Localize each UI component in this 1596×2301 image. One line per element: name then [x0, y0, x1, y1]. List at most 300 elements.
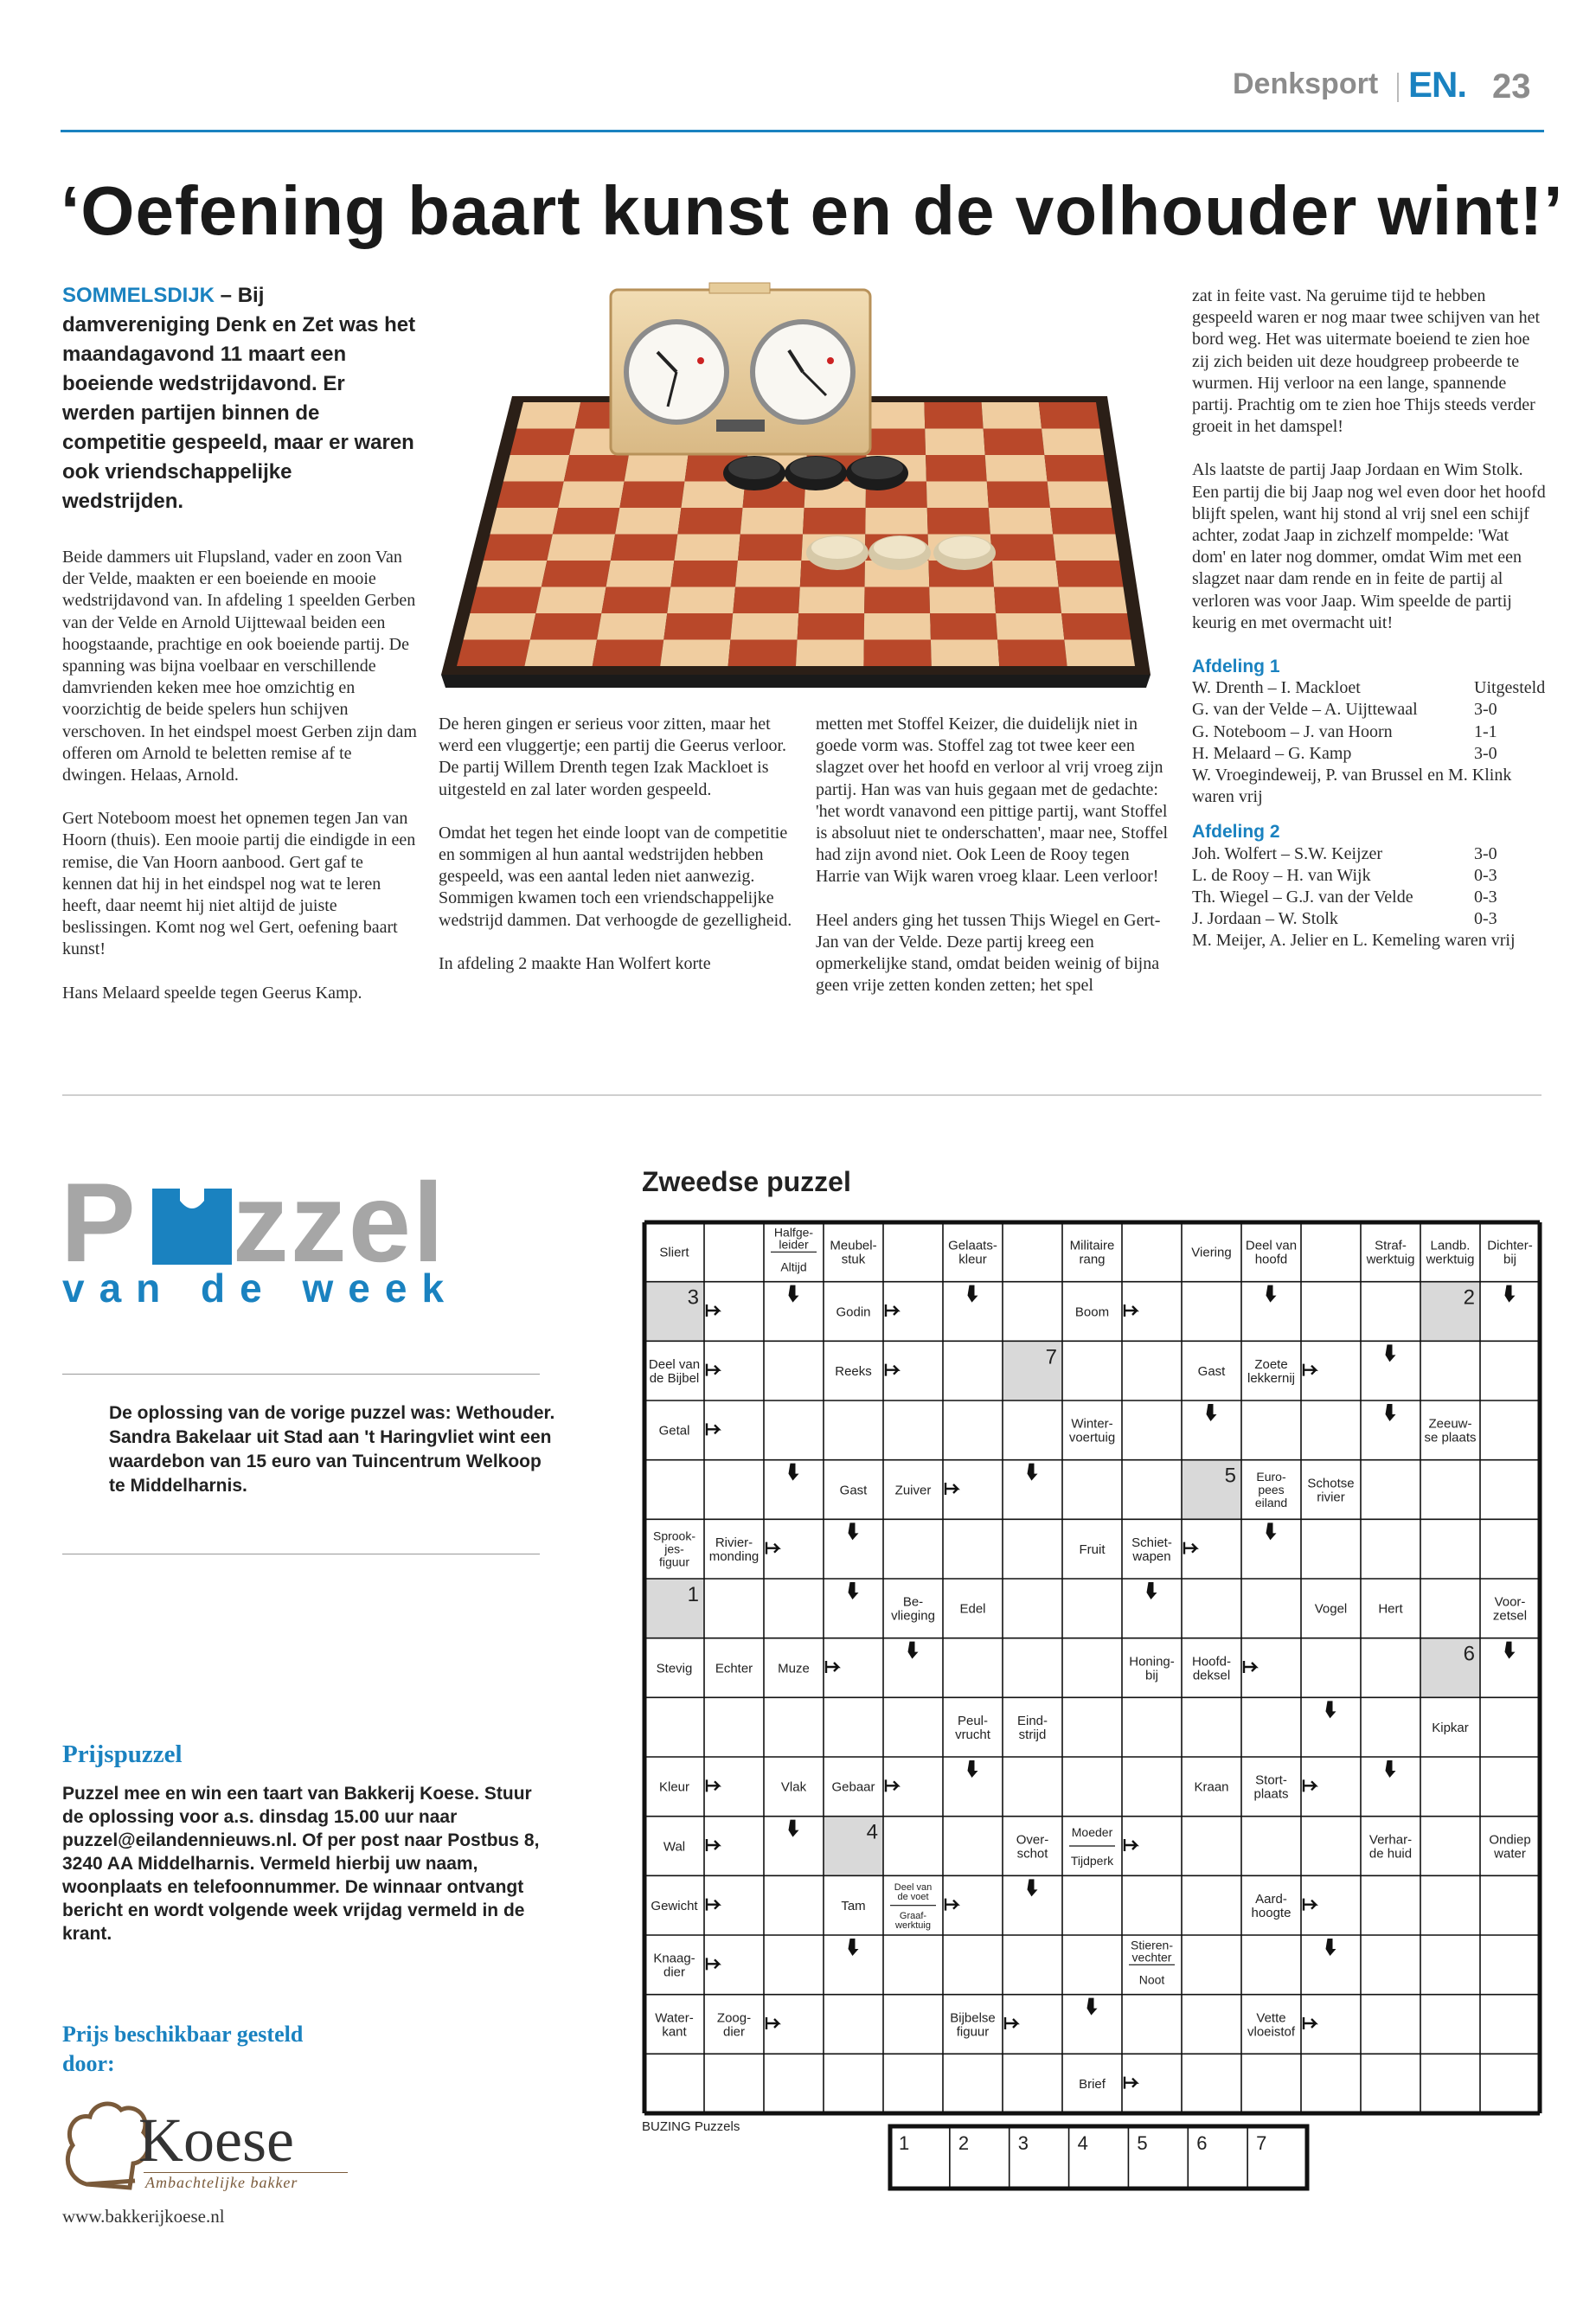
board-square	[926, 482, 989, 509]
divider	[62, 1374, 540, 1375]
prijspuzzel-heading: Prijspuzzel	[62, 1740, 183, 1768]
clue-text: Reeks	[835, 1363, 872, 1379]
cell-number: 3	[687, 1285, 699, 1310]
table-row	[1192, 843, 1547, 865]
clue-text: Rivier-	[715, 1535, 753, 1550]
clue-text: Militaire	[1069, 1238, 1115, 1253]
board-square	[864, 587, 930, 614]
board-square	[798, 613, 865, 640]
board-square	[464, 613, 536, 640]
clue-text: werktuig	[895, 1920, 931, 1932]
direction-arrow-icon	[707, 1958, 719, 1970]
board-square	[484, 535, 553, 561]
board-square	[606, 561, 675, 587]
down-arrow-icon	[1207, 1404, 1217, 1421]
clue-text: Water-	[655, 2010, 694, 2026]
solution-boxes[interactable]	[888, 2124, 1310, 2191]
clue-text: Deel van	[1245, 1238, 1298, 1253]
clue-text: Knaag-	[653, 1951, 695, 1966]
down-arrow-icon	[968, 1285, 978, 1303]
clue-text: Kipkar	[1432, 1720, 1469, 1735]
paragraph: De heren gingen er serieus voor zitten, maar het werd een vluggertje; een partij die Geerus verloor. De partij Willem Drenth tegen Izak Mackloet is uitgesteld en zal later worden gespeeld.	[439, 715, 787, 799]
board-square	[601, 587, 670, 614]
board-square	[989, 508, 1053, 535]
board-square	[619, 482, 684, 509]
table-row	[1192, 699, 1547, 721]
section-label: Denksport	[1233, 67, 1379, 100]
direction-arrow-icon	[707, 1423, 719, 1435]
direction-arrow-icon	[707, 1304, 719, 1317]
paragraph: Beide dammers uit Flupsland, vader en zoon Van der Velde, maakten er een boeiende en mooie wedstrijdavond van. In afdeling 1 speelden Gerben van der Velde en Arnold Uijttewaal beiden een hoogstaande, prachtige en ook boeiende partij. De spanning was bijna voelbaar en verschillende damvrienden keken mee hoe omzichtig en voorzichtig de beide spelers hun schijven verschoven. In het eindspel moest Gerben zijn dam offeren om Arnold te beletten remise af te dwingen. Helaas, Arnold.	[62, 548, 417, 785]
board-square	[1048, 482, 1112, 509]
sponsor-label: Prijs beschikbaar gesteld door:	[62, 2022, 304, 2076]
clue-text: Gast	[1197, 1363, 1226, 1379]
puzzel-subtitle: van de week	[62, 1266, 459, 1311]
clue-text: hoofd	[1254, 1252, 1288, 1267]
clue-text: Stort-	[1255, 1772, 1287, 1788]
down-arrow-icon	[1386, 1344, 1396, 1362]
down-arrow-icon	[849, 1522, 859, 1540]
board-square	[615, 508, 681, 535]
direction-arrow-icon	[1304, 1364, 1316, 1376]
afdeling-1-title: Afdeling 1	[1192, 657, 1280, 677]
results-afdeling-1	[1192, 656, 1547, 808]
board-square	[924, 402, 983, 429]
clue-text: Zoete	[1254, 1356, 1288, 1372]
sponsor-name: Koese	[138, 2106, 294, 2175]
solution-box-number[interactable]: 7	[1256, 2132, 1267, 2154]
clue-text: Zoog-	[716, 2010, 752, 2026]
board-square	[867, 402, 925, 429]
table-row	[1192, 743, 1547, 765]
sponsor-url[interactable]: www.bakkerijkoese.nl	[62, 2206, 225, 2227]
clue-text: de huid	[1368, 1846, 1413, 1862]
clue-text: figuur	[956, 2024, 990, 2040]
clue-text: dier	[722, 2024, 746, 2040]
score: 3-0	[1474, 843, 1497, 863]
clue-text: Vlak	[780, 1779, 807, 1795]
board-square	[547, 535, 615, 561]
paragraph: Als laatste de partij Jaap Jordaan en Wim Stolk. Een partij die bij Jaap nog wel even door het hoofd blijft spelen, want hij stond al vrij snel een schijf achter, zodat Jaap in zichzelf mompelde: 'Wat dom' en later nog dommer, omdat Wim met een slagzet naar dam rende en in feite de partij al verloren was voor Jaap. Wim speelde de partij keurig en met overmacht uit!	[1192, 460, 1546, 632]
clue-text: Verhar-	[1368, 1832, 1413, 1848]
page-number: 23	[1492, 67, 1531, 106]
clue-text: Straf-	[1375, 1238, 1407, 1253]
clue-text: Winter-	[1071, 1416, 1113, 1432]
clue-text: Tam	[841, 1898, 866, 1913]
match: H. Melaard – G. Kamp	[1192, 743, 1352, 763]
clue-text: Euro-	[1256, 1469, 1286, 1484]
board-square	[497, 482, 564, 509]
clue-text: Ondiep	[1489, 1832, 1531, 1848]
paragraph: metten met Stoffel Keizer, die duidelijk niet in goede vorm was. Stoffel zag tot twee keer een slagzet over het hoofd en verloor al vrij vroeg zijn partij. Han was van huis gegaan met de gedachte: 'het wordt vanavond een pittige partij, want Stoffel is absoluut niet te onderschatten', maar nee, Stoffel had zijn avond niet. Ook Leen de Rooy tegen Harrie van Wijk waren vroeg klaar. Leen verloor!	[816, 715, 1169, 887]
match: W. Drenth – I. Mackloet	[1192, 678, 1361, 698]
sponsor-tagline: Ambachtelijke bakker	[145, 2174, 298, 2191]
afdeling-2-table	[1192, 843, 1547, 931]
clue-text: Dichter-	[1487, 1238, 1533, 1253]
board-square	[524, 640, 597, 667]
board-square	[930, 613, 997, 640]
board-square	[553, 508, 620, 535]
board-square	[503, 455, 569, 482]
paragraph: Hans Melaard speelde tegen Geerus Kamp.	[62, 983, 362, 1003]
board-square	[490, 508, 559, 535]
title-rest: zzel	[232, 1159, 446, 1285]
clue-text: Zuiver	[894, 1483, 932, 1498]
score: Uitgesteld	[1474, 678, 1546, 698]
clue-text: water	[1494, 1846, 1526, 1862]
board-square	[1055, 561, 1123, 587]
clue-text: Wal	[663, 1839, 686, 1855]
down-arrow-icon	[1386, 1760, 1396, 1778]
clue-text: Stieren-	[1130, 1938, 1174, 1952]
board-square	[738, 535, 803, 561]
solution-box-number[interactable]: 6	[1196, 2132, 1208, 2154]
board-square	[866, 429, 926, 456]
board-square	[796, 640, 864, 667]
board-square	[1039, 402, 1100, 429]
clue-text: bij	[1144, 1668, 1159, 1683]
lead-place: SOMMELSDIJK	[62, 284, 215, 307]
direction-arrow-icon	[886, 1304, 898, 1317]
paragraph: Omdat het tegen het einde loopt van de competitie en sommigen al hun aantal wedstrijden hebben gespeeld, was een aantal leden niet aanwezig. Sommigen kwamen toch een vriendschappelijke wedstrijd dammen. Dat verhoogde de gezelligheid.	[439, 823, 792, 930]
clue-text: Noot	[1138, 1972, 1165, 1987]
clue-text: Landb.	[1430, 1238, 1471, 1253]
white-checkers	[806, 535, 996, 570]
down-arrow-icon	[908, 1642, 919, 1659]
board-square	[982, 402, 1042, 429]
direction-arrow-icon	[1125, 2077, 1137, 2089]
direction-arrow-icon	[826, 1661, 838, 1673]
clue-text: kant	[662, 2024, 687, 2040]
board-square	[674, 535, 740, 561]
chess-clock	[611, 283, 870, 454]
article-column-3	[816, 714, 1170, 997]
board-square	[927, 508, 990, 535]
solution-box-number[interactable]: 1	[899, 2132, 910, 2154]
clue-text: eiland	[1254, 1495, 1288, 1509]
koese-logo	[61, 2098, 346, 2197]
clue-text: Schotse	[1307, 1476, 1355, 1491]
board-square	[1044, 455, 1107, 482]
board-square	[728, 640, 798, 667]
clue-text: Halfge-	[773, 1225, 814, 1240]
board-square	[803, 508, 866, 535]
article-column-2	[439, 714, 793, 975]
board-square	[733, 587, 800, 614]
clue-text: Sprook-	[652, 1529, 696, 1543]
score: 3-0	[1474, 743, 1497, 763]
down-arrow-icon	[1028, 1879, 1038, 1896]
board-square	[730, 613, 798, 640]
clue-text: dier	[663, 1965, 686, 1980]
clue-text: bij	[1503, 1252, 1517, 1267]
clue-text: Gelaats-	[948, 1238, 997, 1253]
clue-text: wapen	[1132, 1548, 1171, 1564]
down-arrow-icon	[789, 1820, 799, 1837]
clue-text: Honing-	[1129, 1654, 1175, 1670]
clue-text: Kleur	[658, 1779, 690, 1795]
clue-text: Be-	[902, 1594, 924, 1610]
clue-text: Gebaar	[831, 1779, 875, 1795]
clue-text: Gast	[839, 1483, 868, 1498]
clue-text: Voor-	[1494, 1594, 1526, 1610]
board-square	[477, 561, 547, 587]
clue-text: Gewicht	[651, 1898, 698, 1913]
results-afdeling-2	[1192, 821, 1547, 952]
board-square	[593, 640, 663, 667]
board-square	[925, 429, 984, 456]
down-arrow-icon	[1505, 1285, 1516, 1303]
clue-text: Viering	[1191, 1245, 1232, 1260]
clue-text: Brief	[1079, 2076, 1106, 2092]
clue-text: werktuig	[1426, 1252, 1475, 1267]
board-square	[535, 587, 606, 614]
clue-text: hoogte	[1251, 1905, 1292, 1920]
clue-text: kleur	[958, 1252, 987, 1267]
clue-text: pees	[1258, 1482, 1285, 1497]
clue-text: rivier	[1317, 1490, 1345, 1505]
clue-text: Boom	[1074, 1304, 1110, 1320]
board-square	[1061, 613, 1131, 640]
clue-text: stuk	[841, 1252, 866, 1267]
clue-text: Getal	[658, 1423, 690, 1439]
direction-arrow-icon	[945, 1483, 958, 1495]
previous-solution: De oplossing van de vorige puzzel was: Wethouder. Sandra Bakelaar uit Stad aan 't Haringvliet wint een waardebon van 15 euro van Tuincentrum Welkoop te Middelharnis.	[109, 1403, 555, 1496]
board-square	[1053, 535, 1119, 561]
clue-text: werktuig	[1366, 1252, 1415, 1267]
board-square	[929, 587, 996, 614]
board-square	[987, 482, 1050, 509]
article-lead	[62, 281, 417, 516]
clue-text: Kraan	[1194, 1779, 1229, 1795]
clue-text: Muze	[778, 1661, 810, 1676]
board-square	[542, 561, 611, 587]
clue-text: deksel	[1192, 1668, 1231, 1683]
clue-text: rang	[1079, 1252, 1106, 1267]
board-square	[996, 613, 1064, 640]
board-square	[530, 613, 601, 640]
afdeling-1-note: W. Vroegindeweij, P. van Brussel en M. Klink waren vrij	[1192, 766, 1512, 807]
clue-text: vloeistof	[1247, 2024, 1296, 2040]
solution-box-number[interactable]: 3	[1017, 2132, 1029, 2154]
direction-arrow-icon	[707, 1779, 719, 1791]
score: 0-3	[1474, 888, 1497, 907]
score: 3-0	[1474, 700, 1497, 720]
paragraph: Gert Noteboom moest het opnemen tegen Jan van Hoorn (thuis). Een mooie partij die eindigde in een remise, die Van Hoorn aanbood. Gert gaf te kennen dat hij in het eindspel nog wat te leren heeft, daar neemt hij niet altijd de juiste beslissingen. Komt nog wel Gert, oefening baart kunst!	[62, 809, 416, 959]
afdeling-2-note: M. Meijer, A. Jelier en L. Kemeling waren vrij	[1192, 931, 1516, 951]
prijspuzzel-text: Puzzel mee en win een taart van Bakkerij Koese. Stuur de oplossing voor a.s. dinsdag 15.00 uur naar puzzel@eilandennieuws.nl. Of per post naar Postbus 8, 3240 AA Middelharnis. Vermeld hierbij uw naam, woonplaats en telefoonnummer. De winnaar ontvangt bericht en wordt volgende week vrijdag vermeld in de krant.	[62, 1784, 540, 1944]
cell-number: 4	[866, 1820, 878, 1844]
board-square	[670, 561, 738, 587]
table-row	[1192, 908, 1547, 930]
clue-text: plaats	[1253, 1786, 1289, 1802]
clue-text: Altijd	[780, 1259, 807, 1274]
solution-frame	[890, 2126, 1307, 2189]
clue-text: Edel	[959, 1601, 986, 1617]
match: J. Jordaan – W. Stolk	[1192, 909, 1338, 929]
direction-arrow-icon	[1184, 1542, 1196, 1554]
down-arrow-icon	[789, 1285, 799, 1303]
paragraph: Heel anders ging het tussen Thijs Wiegel en Gert-Jan van der Velde. Deze partij kreeg een opmerkelijke stand, omdat beiden weinig of bijna geen vrije zetten konden zetten; het spel	[816, 910, 1161, 996]
solution-box-number[interactable]: 4	[1077, 2132, 1088, 2154]
clue-text: Bijbelse	[950, 2010, 996, 2026]
clue-text: se plaats	[1424, 1430, 1477, 1445]
checkers-board-photo	[441, 281, 1151, 688]
clue-text: de voet	[897, 1892, 929, 1903]
clue-text: vlieging	[891, 1608, 935, 1624]
board-square	[997, 640, 1067, 667]
lead-text: – Bij damvereniging Denk en Zet was het maandagavond 11 maart een boeiende wedstrijdavond. Er werden partijen binnen de competitie gespeeld, maar er waren ook vriendschappelijke wedstrijden.	[62, 284, 416, 513]
down-arrow-icon	[1266, 1285, 1277, 1303]
board-square	[677, 508, 742, 535]
board-square	[1050, 508, 1116, 535]
clue-text: Hoofd-	[1191, 1654, 1232, 1670]
board-square	[984, 429, 1045, 456]
sponsor-rule	[144, 2172, 348, 2173]
clue-text: Moeder	[1071, 1825, 1113, 1840]
board-square	[1064, 640, 1135, 667]
header-separator	[1397, 73, 1399, 102]
clue-text: Hert	[1378, 1601, 1403, 1617]
board-square	[660, 640, 730, 667]
paragraph: zat in feite vast. Na geruime tijd te hebben gespeeld waren er nog maar twee schijven van het bord weg. Het was uitermate boeiend te zien hoe zij zich beiden uit deze houdgreep probeerde te wurmen. Hij verloor na een lange, spannende partij. Prachtig om te zien hoe Thijs steeds verder groeit in het damspel!	[1192, 286, 1541, 437]
clue-text: de Bijbel	[649, 1370, 700, 1386]
zweedse-puzzel-grid[interactable]	[642, 1220, 1542, 2116]
down-arrow-icon	[1326, 1701, 1336, 1718]
article-column-4	[1192, 285, 1547, 952]
direction-arrow-icon	[945, 1899, 958, 1911]
clue-text: schot	[1016, 1846, 1048, 1862]
direction-arrow-icon	[766, 1542, 779, 1554]
board-square	[990, 535, 1056, 561]
table-row	[1192, 677, 1547, 699]
clue-text: voertuig	[1068, 1430, 1116, 1445]
puzzle-piece-icon	[149, 1185, 235, 1268]
afdeling-1-table	[1192, 677, 1547, 765]
direction-arrow-icon	[707, 1364, 719, 1376]
black-checkers	[723, 456, 908, 490]
clue-text: vrucht	[955, 1727, 990, 1742]
board-square	[740, 508, 804, 535]
board-square	[992, 561, 1059, 587]
clue-text: Deel van	[894, 1882, 933, 1894]
down-arrow-icon	[849, 1939, 859, 1956]
down-arrow-icon	[849, 1582, 859, 1599]
board-square	[798, 587, 864, 614]
direction-arrow-icon	[1005, 2017, 1017, 2029]
board-square	[663, 613, 733, 640]
crossword-credit: BUZING Puzzels	[642, 2119, 740, 2134]
paragraph: In afdeling 2 maakte Han Wolfert korte	[439, 953, 711, 973]
board-square	[865, 508, 927, 535]
direction-arrow-icon	[886, 1364, 898, 1376]
article-column-1	[62, 547, 417, 1004]
brand-logo: EN.	[1408, 64, 1467, 105]
clue-text: leider	[779, 1237, 809, 1252]
score: 0-3	[1474, 865, 1497, 885]
down-arrow-icon	[1505, 1642, 1516, 1659]
direction-arrow-icon	[1125, 1304, 1137, 1317]
board-square	[994, 587, 1061, 614]
down-arrow-icon	[1266, 1522, 1277, 1540]
board-square	[516, 402, 580, 429]
board-square	[558, 482, 624, 509]
clue-text: Zeeuw-	[1428, 1416, 1472, 1432]
cell-number: 1	[687, 1583, 699, 1606]
clue-text: Schiet-	[1131, 1535, 1172, 1550]
board-square	[863, 640, 931, 667]
direction-arrow-icon	[1304, 1779, 1316, 1791]
board-square	[625, 455, 689, 482]
clue-text: jes-	[664, 1541, 684, 1556]
solution-box-number[interactable]: 5	[1137, 2132, 1148, 2154]
clue-text: Stevig	[656, 1661, 693, 1676]
match: L. de Rooy – H. van Wijk	[1192, 865, 1371, 885]
direction-arrow-icon	[1125, 1839, 1137, 1851]
match: G. Noteboom – J. van Hoorn	[1192, 721, 1393, 741]
board-square	[470, 587, 541, 614]
match: Joh. Wolfert – S.W. Keijzer	[1192, 843, 1383, 863]
match: Th. Wiegel – G.J. van der Velde	[1192, 888, 1413, 907]
down-arrow-icon	[1087, 1998, 1098, 2016]
board-square	[611, 535, 678, 561]
board-square	[735, 561, 801, 587]
title-p: P	[61, 1159, 138, 1285]
direction-arrow-icon	[1304, 1899, 1316, 1911]
clue-text: Aard-	[1255, 1891, 1287, 1907]
board-square	[985, 455, 1048, 482]
clue-text: Echter	[715, 1661, 753, 1676]
cell-number: 6	[1463, 1642, 1475, 1666]
solution-box-number[interactable]: 2	[958, 2132, 970, 2154]
down-arrow-icon	[1386, 1404, 1396, 1421]
clue-text: Godin	[836, 1304, 871, 1320]
board-square	[597, 613, 667, 640]
down-arrow-icon	[1028, 1464, 1038, 1481]
table-row	[1192, 721, 1547, 743]
clue-text: Over-	[1016, 1832, 1049, 1848]
down-arrow-icon	[968, 1760, 978, 1778]
match: G. van der Velde – A. Uijttewaal	[1192, 700, 1418, 720]
board-square	[926, 455, 987, 482]
clue-text: Vette	[1256, 2010, 1286, 2026]
clue-text: figuur	[658, 1554, 690, 1569]
down-arrow-icon	[1147, 1582, 1157, 1599]
board-square	[1059, 587, 1127, 614]
clue-text: Vogel	[1314, 1601, 1348, 1617]
clue-text: Deel van	[648, 1356, 701, 1372]
clue-text: Graaf-	[899, 1911, 927, 1922]
table-row	[1192, 865, 1547, 887]
section-divider	[62, 1094, 1542, 1096]
direction-arrow-icon	[766, 2017, 779, 2029]
board-square	[510, 429, 575, 456]
clue-text: Fruit	[1079, 1541, 1106, 1557]
board-square	[931, 640, 999, 667]
down-arrow-icon	[789, 1464, 799, 1481]
clue-text: zetsel	[1492, 1608, 1528, 1624]
direction-arrow-icon	[707, 1839, 719, 1851]
board-square	[864, 613, 931, 640]
score: 1-1	[1474, 721, 1497, 741]
direction-arrow-icon	[707, 1899, 719, 1911]
cell-number: 7	[1045, 1345, 1057, 1369]
direction-arrow-icon	[1244, 1661, 1256, 1673]
crossword-title: Zweedse puzzel	[642, 1166, 851, 1197]
headline: ‘Oefening baart kunst en de volhouder wint!’	[61, 172, 1564, 249]
table-row	[1192, 887, 1547, 908]
board-square	[667, 587, 735, 614]
